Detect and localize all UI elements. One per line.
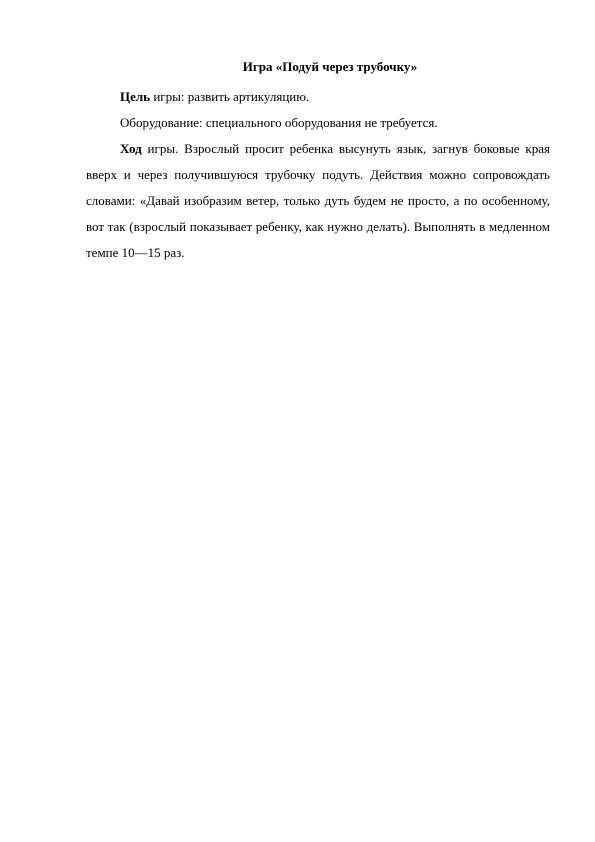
goal-paragraph — [86, 84, 550, 110]
document-title: Игра «Подуй через трубочку» — [242, 59, 418, 74]
document-content — [86, 54, 550, 266]
procedure-paragraph — [86, 136, 550, 266]
procedure-label: Ход — [120, 141, 142, 156]
goal-text: игры: развить артикуляцию. — [150, 89, 310, 104]
equipment-paragraph: Оборудование: специального оборудования не требуется. — [120, 115, 438, 130]
procedure-text: игры. Взрослый просит ребенка высунуть язык, загнув боковые края вверх и через получившуюся трубочку подуть. Действия можно сопровождать словами: «Давай изобразим ветер, только дуть будем не просто, а по особенному, вот так (взрослый показывает ребенку, как нужно делать). Выполнять в медленном темпе 10—15 раз. — [86, 141, 550, 260]
goal-label: Цель — [120, 89, 151, 104]
